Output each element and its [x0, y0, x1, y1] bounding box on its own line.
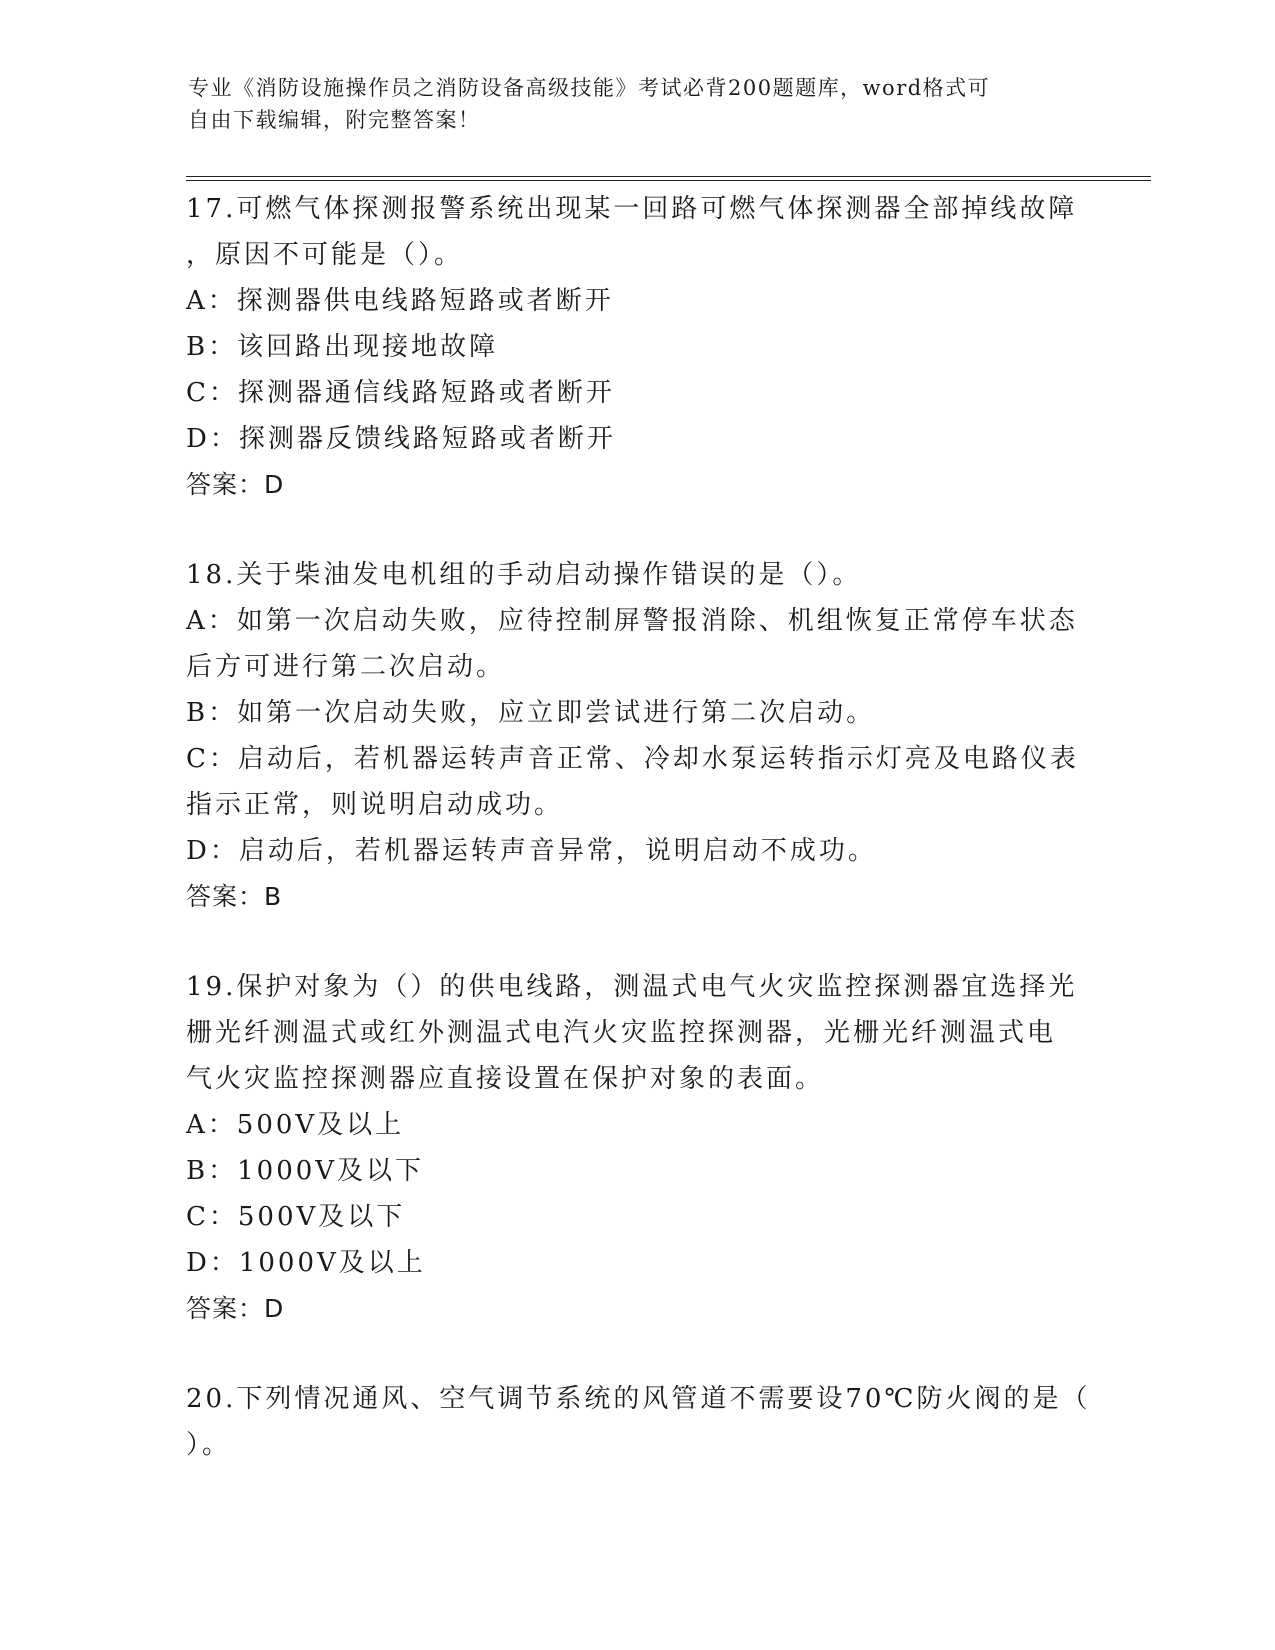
answer: 答案：D [186, 1294, 285, 1323]
question-text: 气火灾监控探测器应直接设置在保护对象的表面。 [186, 1064, 825, 1094]
option-b: B：该回路出现接地故障 [186, 332, 499, 362]
option-b: B：如第一次启动失败，应立即尝试进行第二次启动。 [186, 698, 876, 728]
question-text: 20.下列情况通风、空气调节系统的风管道不需要设70℃防火阀的是（ [186, 1384, 1091, 1414]
option-d: D：启动后，若机器运转声音异常，说明启动不成功。 [186, 836, 877, 866]
question-text: 18.关于柴油发电机组的手动启动操作错误的是（）。 [186, 560, 862, 590]
header-line-1: 专业《消防设施操作员之消防设备高级技能》考试必背200题题库，word格式可 [188, 76, 991, 100]
header-line-2: 自由下载编辑，附完整答案！ [188, 108, 481, 132]
answer: 答案：D [186, 470, 285, 499]
option-a: A：如第一次启动失败，应待控制屏警报消除、机组恢复正常停车状态 [186, 606, 1078, 636]
question-20 [186, 1376, 1096, 1468]
option-c: C：500V及以下 [186, 1202, 406, 1232]
question-text: 栅光纤测温式或红外测温式电汽火灾监控探测器，光栅光纤测温式电 [186, 1018, 1057, 1048]
option-a: A：探测器供电线路短路或者断开 [186, 286, 614, 316]
option-c-continued: 指示正常，则说明启动成功。 [186, 790, 564, 820]
option-c: C：启动后，若机器运转声音正常、冷却水泵运转指示灯亮及电路仪表 [186, 744, 1079, 774]
question-19 [186, 964, 1096, 1332]
answer: 答案：B [186, 882, 283, 911]
question-18 [186, 552, 1096, 920]
option-a-continued: 后方可进行第二次启动。 [186, 652, 506, 682]
header-divider [186, 176, 1151, 181]
question-text: 19.保护对象为（）的供电线路，测温式电气火灾监控探测器宜选择光 [186, 972, 1078, 1002]
question-17 [186, 186, 1096, 508]
question-text: ）。 [186, 1430, 232, 1460]
question-list [186, 186, 1096, 1512]
option-d: D：1000V及以上 [186, 1248, 426, 1278]
question-text: 17.可燃气体探测报警系统出现某一回路可燃气体探测器全部掉线故障 [186, 194, 1078, 224]
option-d: D：探测器反馈线路短路或者断开 [186, 424, 616, 454]
question-text: ，原因不可能是（）。 [186, 240, 464, 270]
option-c: C：探测器通信线路短路或者断开 [186, 378, 615, 408]
option-a: A：500V及以上 [186, 1110, 405, 1140]
option-b: B：1000V及以下 [186, 1156, 425, 1186]
document-header [188, 72, 1068, 136]
